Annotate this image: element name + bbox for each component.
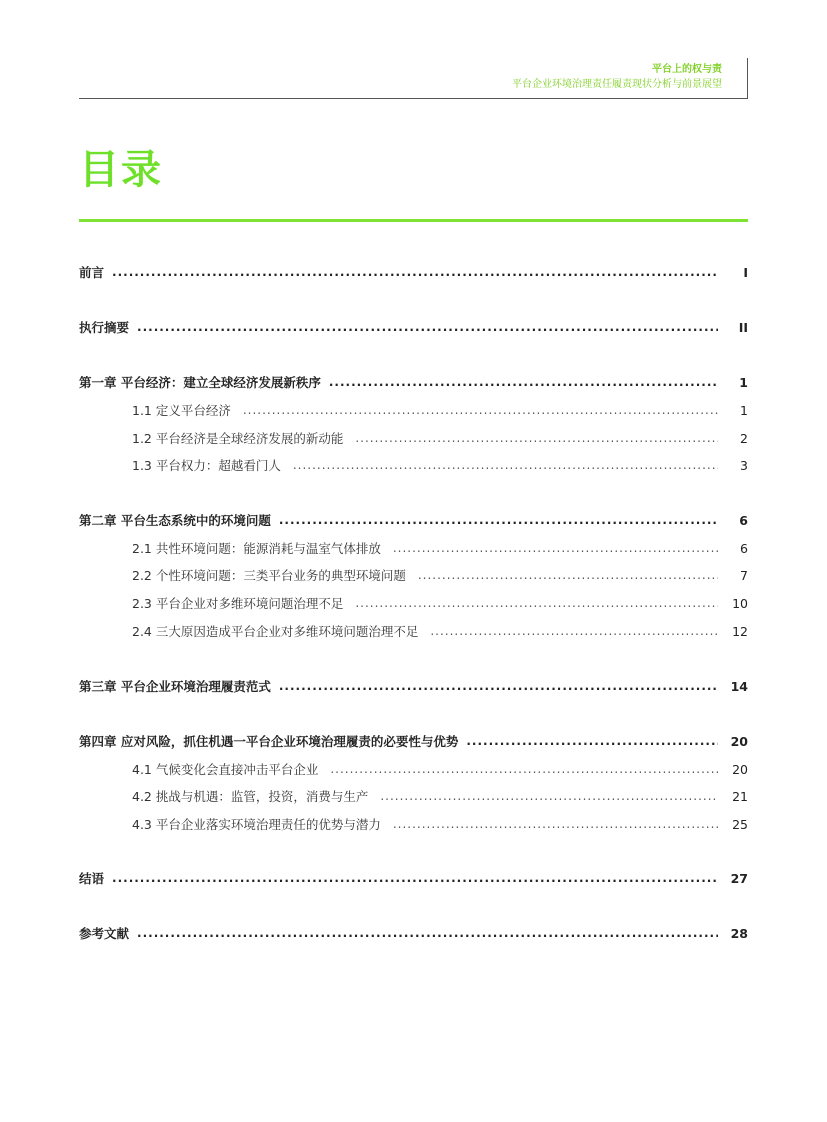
- toc-leader: [418, 569, 718, 581]
- toc-page-number: 10: [732, 595, 748, 611]
- toc-page-number: 27: [730, 870, 748, 886]
- title-rule: [79, 219, 748, 222]
- toc-page-number: 21: [732, 788, 748, 804]
- toc-leader: [293, 459, 718, 471]
- toc-leader: [466, 735, 718, 747]
- toc-page-number: II: [738, 319, 748, 335]
- toc-leader: [330, 763, 718, 775]
- toc-entry-label: 2.4 三大原因造成平台企业对多维环境问题治理不足: [132, 624, 419, 639]
- toc-leader: [393, 818, 718, 830]
- toc-leader: [137, 927, 718, 939]
- toc-entry-label: 4.3 平台企业落实环境治理责任的优势与潜力: [132, 817, 381, 832]
- toc-entry-section-1-1[interactable]: [132, 400, 748, 420]
- toc-entry-section-4-2[interactable]: [132, 786, 748, 806]
- toc-entry-chapter-4[interactable]: [79, 731, 748, 751]
- toc-page-number: 2: [740, 430, 748, 446]
- toc-leader: [279, 680, 718, 692]
- toc-entry-label: 第三章 平台企业环境治理履责范式: [79, 679, 271, 694]
- toc-leader: [393, 542, 718, 554]
- toc-leader: [430, 625, 718, 637]
- toc-entry-label: 4.1 气候变化会直接冲击平台企业: [132, 762, 319, 777]
- toc-entry-section-2-4[interactable]: [132, 621, 748, 641]
- toc-entry-label: 2.1 共性环境问题：能源消耗与温室气体排放: [132, 541, 381, 556]
- toc-entry-label: 第四章 应对风险，抓住机遇一平台企业环境治理履责的必要性与优势: [79, 734, 459, 749]
- toc-page-number: 14: [730, 678, 748, 694]
- toc-entry-chapter-3[interactable]: [79, 676, 748, 696]
- toc-leader: [243, 404, 718, 416]
- toc-entry-label: 1.3 平台权力：超越看门人: [132, 458, 281, 473]
- toc-entry-executive-summary[interactable]: [79, 317, 748, 337]
- page-title: 目录: [79, 147, 163, 193]
- toc-page-number: 25: [732, 816, 748, 832]
- toc-page-number: I: [743, 264, 748, 280]
- toc-leader: [380, 790, 718, 802]
- toc-leader: [112, 872, 718, 884]
- toc-entry-label: 结语: [79, 871, 105, 886]
- toc-entry-chapter-1[interactable]: [79, 372, 748, 392]
- toc-entry-label: 2.3 平台企业对多维环境问题治理不足: [132, 596, 344, 611]
- toc-entry-label: 第一章 平台经济：建立全球经济发展新秩序: [79, 375, 321, 390]
- toc-page-number: 3: [740, 457, 748, 473]
- toc-page-number: 7: [740, 567, 748, 583]
- toc-entry-section-4-1[interactable]: [132, 759, 748, 779]
- toc-entry-label: 4.2 挑战与机遇：监管，投资，消费与生产: [132, 789, 369, 804]
- toc-leader: [112, 266, 718, 278]
- toc-entry-label: 第二章 平台生态系统中的环境问题: [79, 513, 271, 528]
- toc-entry-references[interactable]: [79, 923, 748, 943]
- header-divider: [747, 58, 748, 98]
- toc-entry-label: 执行摘要: [79, 320, 130, 335]
- toc-page-number: 6: [739, 512, 748, 528]
- toc-entry-label: 前言: [79, 265, 105, 280]
- toc-entry-section-4-3[interactable]: [132, 814, 748, 834]
- toc-page-number: 1: [740, 402, 748, 418]
- toc-entry-label: 1.1 定义平台经济: [132, 403, 231, 418]
- toc-leader: [355, 597, 718, 609]
- toc-entry-section-2-2[interactable]: [132, 565, 748, 585]
- toc-entry-section-2-3[interactable]: [132, 593, 748, 613]
- toc-entry-section-1-2[interactable]: [132, 428, 748, 448]
- toc-leader: [329, 376, 718, 388]
- toc-entry-label: 参考文献: [79, 926, 130, 941]
- toc-entry-preface[interactable]: [79, 262, 748, 282]
- toc-leader: [137, 321, 718, 333]
- toc-page-number: 1: [739, 374, 748, 390]
- toc-entry-chapter-2[interactable]: [79, 510, 748, 530]
- toc-entry-section-2-1[interactable]: [132, 538, 748, 558]
- toc-leader: [279, 514, 718, 526]
- toc-page-number: 28: [730, 925, 748, 941]
- toc-entry-conclusion[interactable]: [79, 868, 748, 888]
- toc-page-number: 12: [732, 623, 748, 639]
- toc-page-number: 20: [730, 733, 748, 749]
- toc-leader: [355, 432, 718, 444]
- toc-entry-label: 1.2 平台经济是全球经济发展的新动能: [132, 431, 344, 446]
- toc-page-number: 6: [740, 540, 748, 556]
- toc-entry-section-1-3[interactable]: [132, 455, 748, 475]
- running-header: [79, 58, 748, 99]
- header-subtitle: 平台企业环境治理责任履责现状分析与前景展望: [512, 79, 722, 90]
- header-title: 平台上的权与责: [652, 64, 722, 75]
- toc-page-number: 20: [732, 761, 748, 777]
- toc-entry-label: 2.2 个性环境问题：三类平台业务的典型环境问题: [132, 568, 406, 583]
